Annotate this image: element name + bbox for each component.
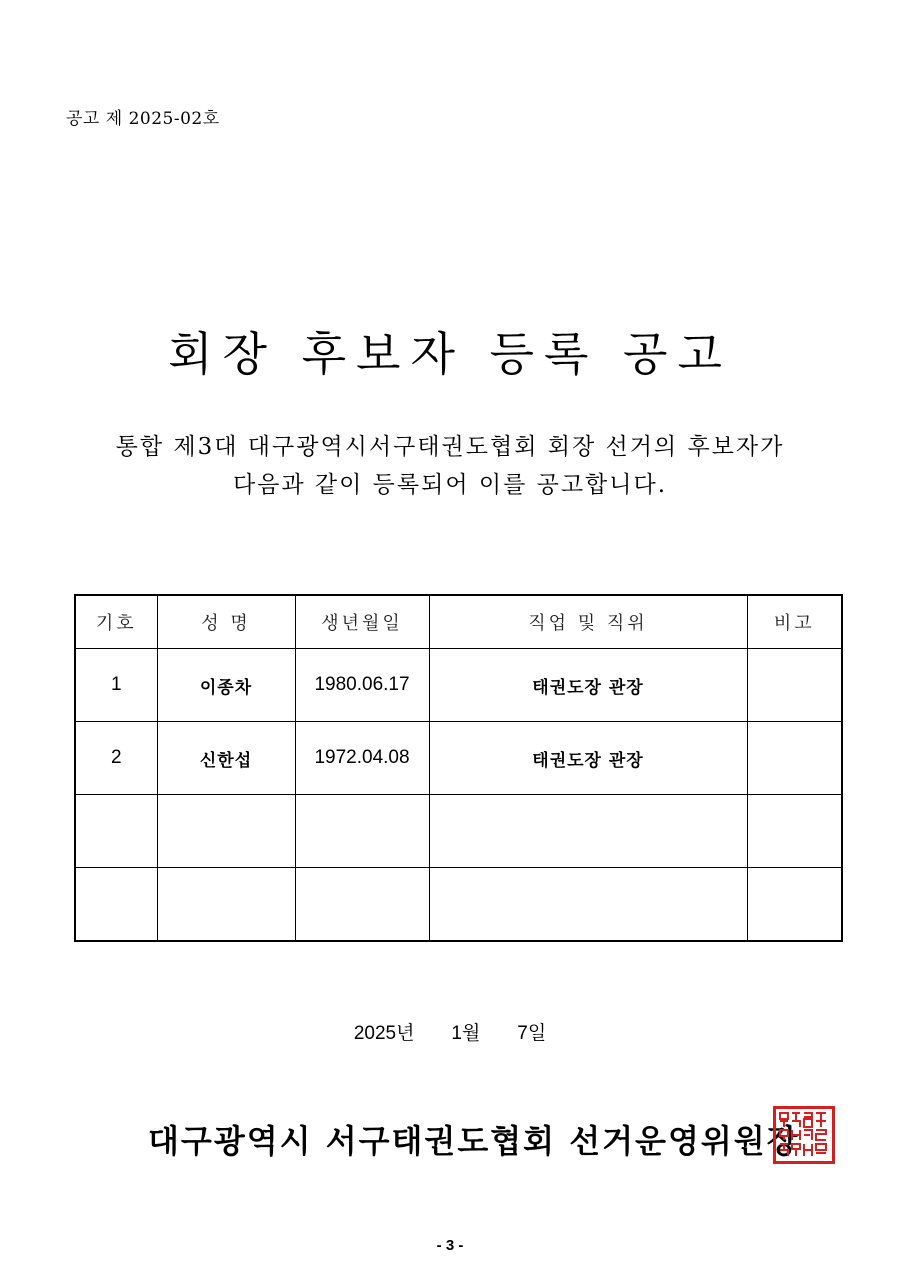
notice-number: 공고 제 2025-02호 (66, 109, 220, 129)
cell-remarks (747, 722, 842, 795)
organization-signature: 대구광역시 서구태권도협회 선거운영위원장 (148, 1122, 800, 1160)
date-month: 1월 (451, 1023, 481, 1044)
intro-line-2: 다음과 같이 등록되어 이를 공고합니다. (232, 472, 668, 498)
intro-line-1: 통합 제3대 대구광역시서구태권도협회 회장 선거의 후보자가 (115, 434, 785, 460)
cell-birthdate (295, 795, 429, 868)
date-day: 7일 (517, 1023, 547, 1044)
header-remarks: 비고 (747, 595, 842, 649)
table-header-row (75, 595, 842, 649)
cell-name: 신한섭 (157, 722, 295, 795)
cell-name: 이종차 (157, 649, 295, 722)
cell-occupation (429, 795, 747, 868)
cell-remarks (747, 649, 842, 722)
cell-birthdate (295, 868, 429, 942)
header-occupation: 직업 및 직위 (429, 595, 747, 649)
header-number: 기호 (75, 595, 157, 649)
table-row (75, 795, 842, 868)
date-year: 2025년 (353, 1023, 415, 1044)
cell-birthdate: 1980.06.17 (295, 649, 429, 722)
table-row (75, 868, 842, 942)
cell-number (75, 868, 157, 942)
cell-number (75, 795, 157, 868)
cell-birthdate: 1972.04.08 (295, 722, 429, 795)
cell-occupation (429, 868, 747, 942)
official-seal-icon (773, 1106, 835, 1164)
candidate-table (74, 594, 843, 942)
header-name: 성 명 (157, 595, 295, 649)
cell-occupation: 태권도장 관장 (429, 722, 747, 795)
cell-number: 2 (75, 722, 157, 795)
intro-text (0, 428, 900, 504)
cell-name (157, 868, 295, 942)
table-row (75, 649, 842, 722)
page-number: - 3 - (436, 1237, 464, 1254)
cell-number: 1 (75, 649, 157, 722)
table-row (75, 722, 842, 795)
cell-occupation: 태권도장 관장 (429, 649, 747, 722)
cell-name (157, 795, 295, 868)
cell-remarks (747, 868, 842, 942)
cell-remarks (747, 795, 842, 868)
notice-date (0, 1018, 900, 1045)
header-birthdate: 생년월일 (295, 595, 429, 649)
page-title: 회장 후보자 등록 공고 (168, 327, 732, 381)
